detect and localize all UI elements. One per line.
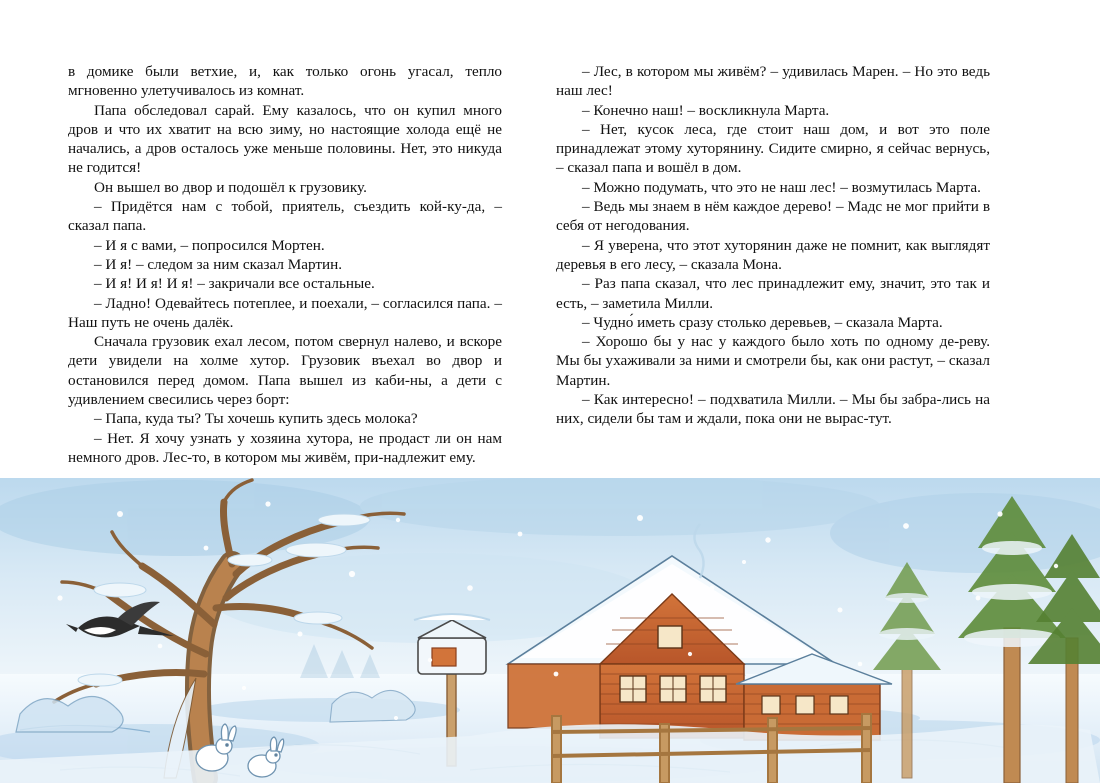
paragraph: Он вышел во двор и подошёл к грузовику.	[94, 178, 367, 196]
left-text-column	[68, 62, 502, 467]
paragraph: – Лес, в котором мы живём? – удивилась Марен. – Но это ведь наш лес!	[556, 63, 990, 100]
paragraph: – Нет. Я хочу узнать у хозяина хутора, не продаст ли он нам немного дров. Лес-то, в котором мы живём, при-надлежит ему.	[68, 429, 502, 466]
paragraph: – Чудно́ иметь сразу столько деревьев, – сказала Марта.	[582, 313, 943, 331]
paragraph: – Ладно! Одевайтесь потеплее, и поехали, – согласился папа. – Наш путь не очень далёк.	[68, 294, 502, 331]
paragraph: – И я! – следом за ним сказал Мартин.	[94, 255, 343, 273]
paragraph: Сначала грузовик ехал лесом, потом свернул налево, и вскоре дети увидели на холме хутор. Грузовик въехал во двор и остановился перед домом. Папа вышел из каби-ны, а дети с удивлением свесились через борт:	[68, 333, 502, 409]
two-column-layout	[68, 62, 1038, 467]
paragraph: – И я с вами, – попросился Мортен.	[94, 236, 325, 254]
paragraph: – Папа, куда ты? Ты хочешь купить здесь молока?	[94, 410, 418, 428]
paragraph: – Хорошо бы у нас у каждого было хоть по одному де-реву. Мы бы ухаживали за ними и смотрели бы, как они растут, – сказал Мартин.	[556, 333, 990, 389]
paragraph: – Ведь мы знаем в нём каждое дерево! – Мадс не мог прийти в себя от негодования.	[556, 198, 990, 235]
winter-farmstead-illustration	[0, 478, 1100, 783]
paragraph: – Придётся нам с тобой, приятель, съездить кой-ку-да, – сказал папа.	[68, 198, 502, 235]
paragraph: – Нет, кусок леса, где стоит наш дом, и вот это поле принадлежат этому хуторянину. Сидите смирно, я сейчас вернусь, – сказал папа и вошёл в дом.	[556, 120, 990, 177]
paragraph: – Конечно наш! – воскликнула Марта.	[582, 101, 830, 119]
paragraph: – И я! И я! И я! – закричали все остальные.	[94, 275, 375, 293]
paragraph: – Как интересно! – подхватила Милли. – Мы бы забра-лись на них, сидели бы там и ждали, пока они не вырас-тут.	[556, 391, 990, 428]
barn-windows	[762, 696, 848, 714]
paragraph: в домике были ветхие, и, как только огонь угасал, тепло мгновенно улетучивалось из комнат.	[68, 63, 502, 100]
paragraph: – Я уверена, что этот хуторянин даже не помнит, как выглядят деревья в его лесу, – сказала Мона.	[556, 236, 990, 273]
paragraph: – Раз папа сказал, что лес принадлежит ему, значит, это так и есть, – заметила Милли.	[556, 275, 990, 312]
paragraph: – Можно подумать, что это не наш лес! – возмутилась Марта.	[582, 178, 981, 196]
paragraph: Папа обследовал сарай. Ему казалось, что он купил много дров и что их хватит на всю зиму, но настоящие холода ещё не начались, а дров осталось уже меньше половины. Нет, это никуда не годится!	[68, 101, 502, 177]
right-text-column	[556, 62, 990, 467]
